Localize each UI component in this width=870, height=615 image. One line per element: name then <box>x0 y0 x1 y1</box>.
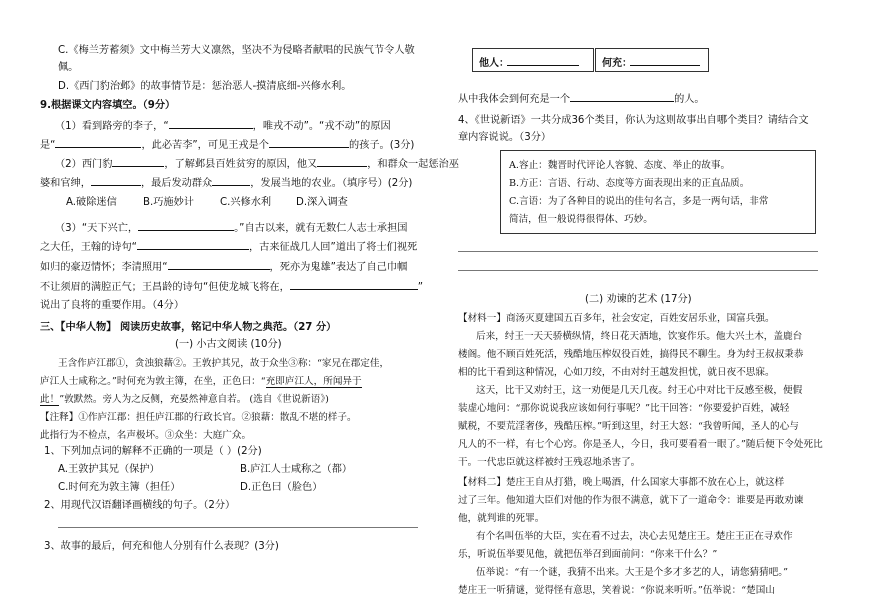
answer-blank[interactable] <box>137 239 249 250</box>
material1-line7: 赋税，不要荒淫奢侈，残酷压榨。”听到这里，纣王大怒：“我曾听闻，圣人的心与 <box>458 421 799 432</box>
inference-line: 从中我体会到何充是一个 的人。 <box>458 91 705 107</box>
material2-line4: 有个名叫伍举的大臣，实在看不过去，决心去见楚庄王。楚庄王正在寻欢作 <box>476 531 793 542</box>
note-line2: 此指行为不检点，名声极坏。③众坐：大庭广众。 <box>40 430 252 441</box>
q1-option-a: A.王敦护其兄（保护） <box>58 464 160 475</box>
material2-line2: 过了三年。他知道大臣们对他的作为很不满意，就下了一道命令：谁要是再敢劝谏 <box>458 495 804 506</box>
q9-3-line5: 说出了良将的重要作用。（4分） <box>40 300 185 311</box>
answer-blank[interactable] <box>212 175 250 186</box>
classical-text-line2: 庐江人士咸称之。”时何充为敦主簿，在坐，正色曰：“充即庐江人，所闻异于 <box>40 376 362 387</box>
material1-line6: 装虚心地问：“那你说说我应该如何行事呢？”比干回答：“你要爱护百姓，减轻 <box>458 403 790 414</box>
material2-line7: 楚庄王一听猜谜，觉得怪有意思，笑着说：“你说来听听。”伍举说：“楚国山 <box>458 585 775 596</box>
q1-option-d: D.正色曰（脸色） <box>240 482 323 493</box>
answer-blank[interactable] <box>138 220 234 231</box>
q9-2-line2: 婆和官绅， ，最后发动群众 ，发展当地的农业。（填序号）(2分) <box>40 175 412 191</box>
question-4-line1: 4、《世说新语》一共分成36个类目，你认为这则故事出自哪个类目？请结合文 <box>458 115 809 126</box>
sub1-title: (一) 小古文阅读 (10分) <box>175 339 282 350</box>
answer-blank[interactable] <box>91 175 141 186</box>
material1-line2: 后来，纣王一天天骄横纵情，终日花天酒地，饮宴作乐。他大兴土木，盖鹿台 <box>476 331 803 342</box>
material2-line3: 他，就判谁的死罪。 <box>458 513 545 524</box>
sub2-title: (二) 劝谏的艺术 (17分) <box>585 294 692 305</box>
q9-2-line1: （2）西门豹 ，了解邺县百姓贫穷的原因，他又 ，和群众一起惩治巫 <box>55 156 459 172</box>
answer-blank[interactable] <box>269 137 349 148</box>
q9-3-line4: 不让须眉的满腔正气；王昌龄的诗句“但使龙城飞将在， ” <box>40 279 423 295</box>
category-b: B.方正：言语、行动、态度等方面表现出来的正直品质。 <box>509 178 750 189</box>
section3-title: 三、【中华人物】 阅读历史故事，铭记中华人物之典范。（27 分） <box>40 322 337 333</box>
q9-option-a: A.破除迷信 <box>66 197 117 208</box>
answer-blank[interactable] <box>55 137 141 148</box>
question-3: 3、故事的最后，何充和他人分别有什么表现？(3分) <box>44 541 279 552</box>
category-a: A.容止：魏晋时代评论人容貌、态度、举止的故事。 <box>509 160 731 171</box>
q1-option-b: B.庐江人士咸称之（都） <box>240 464 353 475</box>
q9-option-b: B.巧施妙计 <box>143 197 194 208</box>
material1-line5: 这天，比干又劝纣王，这一劝便是几天几夜。纣王心中对比干反感至极，便假 <box>476 385 803 396</box>
answer-blank[interactable] <box>290 279 418 290</box>
question-1: 1、下列加点词的解释不正确的一项是（ ）(2分) <box>44 446 262 457</box>
material1-line8: 凡人的不一样，有七个心窍。你是圣人，今日，我可要看看一眼了。”随后便下令处死比 <box>458 439 823 450</box>
material1-line9: 干。一代忠臣就这样被纣王残忍地杀害了。 <box>458 457 641 468</box>
q9-option-c: C.兴修水利 <box>220 197 272 208</box>
box-hechong <box>595 48 709 72</box>
q9-3-line2: 之大任，王翰的诗句“ ，古来征战几人回”道出了将士们视死 <box>40 239 417 255</box>
option-d-line: D.《西门豹治邺》的故事情节是：惩治恶人-摸清底细-兴修水利。 <box>58 81 352 92</box>
answer-line[interactable] <box>458 251 818 252</box>
q9-title: 9.根据课文内容填空。（9分） <box>40 100 176 111</box>
answer-blank[interactable] <box>112 156 164 167</box>
question-2: 2、用现代汉语翻译画横线的句子。（2分） <box>44 500 236 511</box>
box-others-label: 他人： <box>479 58 509 69</box>
box-hechong-label: 何充： <box>602 58 632 69</box>
category-box <box>500 150 816 234</box>
material1-line3: 楼阁。他不顾百姓死活，残酷地压榨奴役百姓，搞得民不聊生。身为纣王叔叔秉恭 <box>458 349 804 360</box>
answer-blank[interactable] <box>169 118 253 129</box>
answer-blank[interactable] <box>630 65 700 66</box>
q9-option-d: D.深入调查 <box>296 197 348 208</box>
material1-line4: 相的比干看到这种情况，心如刀绞，不由对纣王越发担忧，就日夜不思寐。 <box>458 367 775 378</box>
classical-text-line3: 此！”敦默然。旁人为之反侧，充晏然神意自若。 (选自《世说新语》) <box>40 394 329 405</box>
q9-1-line1: （1）看到路旁的李子，“ ，唯戎不动”。“戎不动”的原因 <box>55 118 391 134</box>
material2-line5: 乐，听说伍举要见他，就把伍举召到面前问：“你来干什么？” <box>458 549 718 560</box>
answer-blank[interactable] <box>507 65 579 66</box>
answer-blank[interactable] <box>570 91 674 102</box>
material1-line1: 【材料一】商汤灭夏建国五百多年，社会安定，百姓安居乐业，国富兵强。 <box>458 313 775 324</box>
classical-text-line1: 王含作庐江郡①，贪浊狼藉②。王敦护其兄，故于众坐③称：“家兄在郡定佳， <box>58 358 390 369</box>
material2-line1: 【材料二】楚庄王自从打猎，晚上喝酒，什么国家大事都不放在心上，就这样 <box>458 477 785 488</box>
option-c-line2: 佩。 <box>58 62 79 73</box>
q9-1-line2: 是“ ，此必苦李”，可见王戎是个 的孩子。(3分) <box>40 137 414 153</box>
question-4-line2: 章内容说说。（3分） <box>458 132 552 143</box>
answer-line[interactable] <box>58 527 418 528</box>
q1-option-c: C.时何充为敦主簿（担任） <box>58 482 181 493</box>
q9-3-line1: （3）“天下兴亡， 。”自古以来，就有无数仁人志士承担国 <box>55 220 407 236</box>
answer-blank[interactable] <box>168 259 270 270</box>
material2-line6: 伍举说：“有一个谜，我猜不出来。大王是个多才多艺的人，请您猜猜吧。” <box>476 567 789 578</box>
answer-line[interactable] <box>458 270 818 271</box>
box-others <box>472 48 594 72</box>
q9-3-line3: 如归的豪迈情怀；李清照用“ ，死亦为鬼雄”表达了自己巾帼 <box>40 259 407 275</box>
note-line1: 【注释】①作庐江郡：担任庐江郡的行政长官。②狼藉：散乱不堪的样子。 <box>40 412 357 423</box>
answer-blank[interactable] <box>317 156 367 167</box>
category-c-line2: 简洁，但一般说得很得体、巧妙。 <box>509 214 653 225</box>
option-c-line1: C.《梅兰芳蓄须》文中梅兰芳大义凛然，坚决不为侵略者献唱的民族气节令人敬 <box>58 45 415 56</box>
category-c-line1: C.言语：为了各种目的说出的佳句名言，多是一两句话，非常 <box>509 196 769 207</box>
